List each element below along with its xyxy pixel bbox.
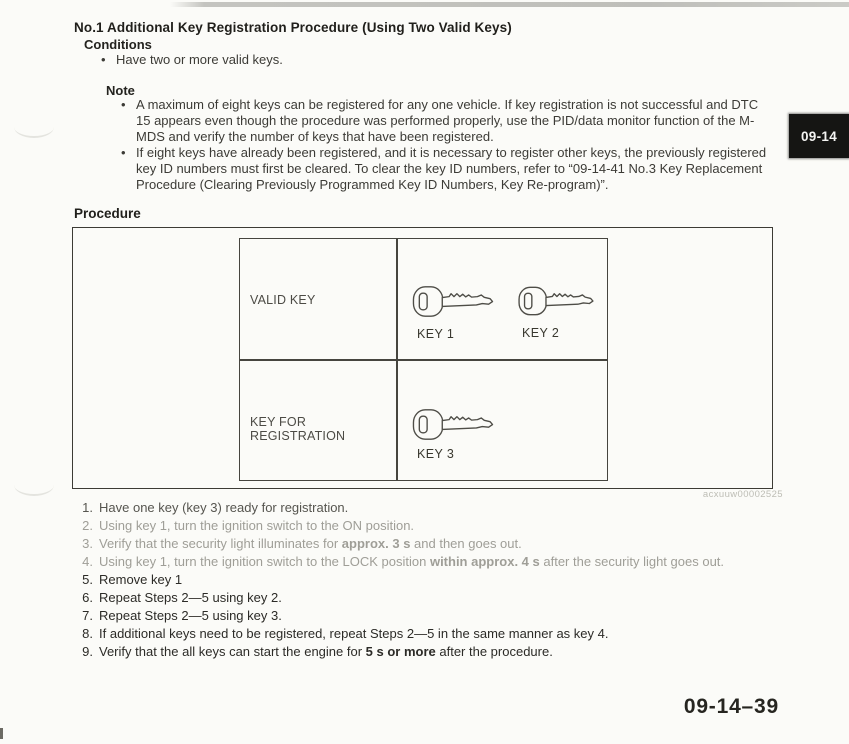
- note-item: [121, 97, 769, 145]
- procedure-step: [79, 572, 841, 590]
- section-tab-badge: 09-14: [789, 114, 849, 158]
- key-icon: [517, 286, 595, 317]
- note-item-text: A maximum of eight keys can be registered for any one vehicle. If key registration is not successful and DTC 15 appears even though the procedure was performed properly, use the PID/data monitor function of the M-MDS and verify the number of keys that have been registered.: [136, 97, 759, 144]
- step-number: 8.: [82, 626, 93, 641]
- key-icon: [412, 285, 494, 319]
- binding-hole-shadow: [14, 116, 54, 138]
- bullet-glyph: •: [101, 52, 106, 67]
- procedure-step: [79, 626, 841, 644]
- row-label-valid-key: VALID KEY: [250, 293, 316, 307]
- step-number: 1.: [82, 500, 93, 515]
- procedure-step: [79, 536, 841, 554]
- scan-artifact-speck: [0, 728, 3, 739]
- note-heading: Note: [106, 83, 135, 98]
- step-number: 2.: [82, 518, 93, 533]
- note-item-text: If eight keys have already been registered, and it is necessary to register other keys, the previously registered key ID numbers must first be cleared. To clear the key ID numbers, refer to “09-14-41 No.3 Key Replacement Procedure (Clearing Previously Programmed Key ID Numbers, Key Re-program)”.: [136, 145, 767, 192]
- note-item: [121, 145, 769, 193]
- step-text: If additional keys need to be registered, repeat Steps 2—5 in the same manner as key 4.: [99, 626, 609, 641]
- key-label: KEY 1: [417, 327, 455, 341]
- bullet-glyph: •: [121, 97, 126, 112]
- key-label: KEY 2: [522, 326, 560, 340]
- bullet-glyph: •: [121, 145, 126, 160]
- procedure-step: [79, 518, 841, 536]
- conditions-heading: Conditions: [84, 37, 152, 52]
- conditions-item-text: Have two or more valid keys.: [116, 52, 283, 67]
- procedure-step: [79, 590, 841, 608]
- procedure-step: [79, 554, 841, 572]
- key-table: [239, 238, 608, 481]
- binding-hole-shadow: [14, 474, 54, 496]
- key-label: KEY 3: [417, 447, 455, 461]
- row-label-key-for-registration: KEY FOR REGISTRATION: [250, 415, 346, 443]
- page-title: No.1 Additional Key Registration Procedure (Using Two Valid Keys): [74, 20, 512, 35]
- procedure-step: [79, 500, 841, 518]
- procedure-heading: Procedure: [74, 206, 141, 221]
- table-row-divider: [240, 359, 607, 361]
- step-number: 3.: [82, 536, 93, 551]
- procedure-steps: [79, 500, 841, 662]
- step-text: Using key 1, turn the ignition switch to the ON position.: [99, 518, 415, 533]
- step-number: 6.: [82, 590, 93, 605]
- step-text: Verify that the security light illuminates for approx. 3 s and then goes out.: [99, 536, 522, 551]
- procedure-step: [79, 644, 841, 662]
- key-icon: [412, 408, 494, 442]
- procedure-figure: [72, 227, 773, 489]
- step-text: Repeat Steps 2—5 using key 2.: [99, 590, 282, 605]
- step-number: 5.: [82, 572, 93, 587]
- step-text: Using key 1, turn the ignition switch to the LOCK position within approx. 4 s after the security light goes out.: [99, 554, 725, 569]
- step-number: 7.: [82, 608, 93, 623]
- step-number: 9.: [82, 644, 93, 659]
- step-text: Remove key 1: [99, 572, 183, 587]
- page-number: 09-14–39: [683, 695, 779, 718]
- conditions-item: [101, 52, 283, 67]
- step-number: 4.: [82, 554, 93, 569]
- step-text: Repeat Steps 2—5 using key 3.: [99, 608, 282, 623]
- scan-artifact-top-band: [170, 2, 849, 7]
- figure-code: acxuuw00002525: [702, 489, 783, 500]
- step-text: Verify that the all keys can start the engine for 5 s or more after the procedure.: [99, 644, 553, 659]
- step-text: Have one key (key 3) ready for registration.: [99, 500, 349, 515]
- procedure-step: [79, 608, 841, 626]
